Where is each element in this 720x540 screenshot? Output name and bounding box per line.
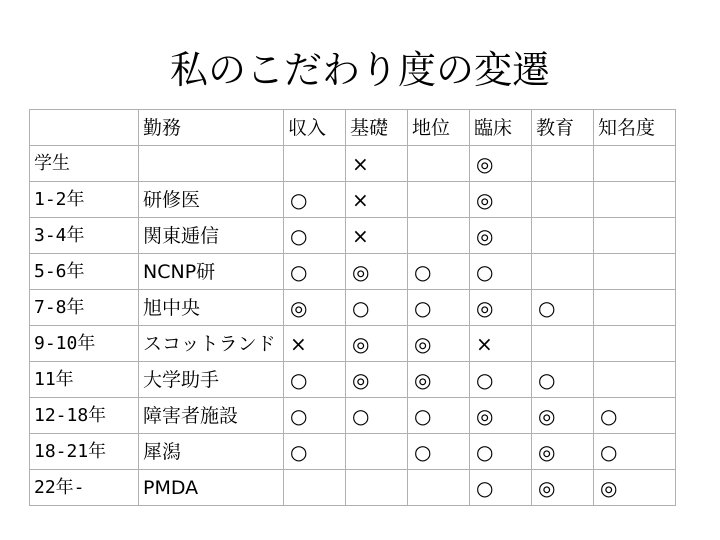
rating-cell: ○ [470,434,532,470]
rating-cell: ○ [470,254,532,290]
header-blank [30,110,139,146]
workplace-cell: 大学助手 [139,362,284,398]
period-cell: 18-21年 [30,434,139,470]
rating-cell: ◎ [470,146,532,182]
period-cell: 5-6年 [30,254,139,290]
rating-cell [532,326,594,362]
rating-cell: ○ [284,254,346,290]
rating-cell: × [346,146,408,182]
rating-cell: ○ [346,398,408,434]
header-basic: 基礎 [346,110,408,146]
table-row [30,398,676,434]
rating-cell: ○ [408,254,470,290]
page-title: 私のこだわり度の変遷 [169,48,550,92]
rating-cell: ○ [284,218,346,254]
rating-cell [408,146,470,182]
rating-cell [346,470,408,506]
rating-cell: ◎ [470,218,532,254]
rating-cell [284,470,346,506]
rating-cell [594,182,676,218]
rating-cell [594,254,676,290]
table-row [30,434,676,470]
rating-cell: × [346,182,408,218]
rating-cell: × [470,326,532,362]
rating-cell [532,146,594,182]
rating-cell: × [284,326,346,362]
rating-cell: ○ [284,182,346,218]
rating-cell: ○ [594,434,676,470]
rating-cell: ○ [408,434,470,470]
period-cell: 3-4年 [30,218,139,254]
period-cell: 学生 [30,146,139,182]
header-fame: 知名度 [594,110,676,146]
period-cell: 9-10年 [30,326,139,362]
period-cell: 11年 [30,362,139,398]
header-income: 収入 [284,110,346,146]
table-row [30,326,676,362]
rating-cell: ◎ [284,290,346,326]
period-cell: 1-2年 [30,182,139,218]
header-status: 地位 [408,110,470,146]
rating-cell: ◎ [470,398,532,434]
rating-cell: ◎ [470,290,532,326]
rating-cell: ◎ [594,470,676,506]
rating-cell [284,146,346,182]
table-row [30,362,676,398]
rating-cell: ○ [284,398,346,434]
rating-cell [532,182,594,218]
rating-cell [594,362,676,398]
table-row [30,290,676,326]
table-row [30,218,676,254]
table-row [30,182,676,218]
rating-cell [532,254,594,290]
period-cell: 7-8年 [30,290,139,326]
workplace-cell: スコットランド [139,326,284,362]
workplace-cell: PMDA [139,470,284,506]
workplace-cell: 旭中央 [139,290,284,326]
table-row [30,254,676,290]
table-row [30,146,676,182]
rating-cell: ○ [284,362,346,398]
rating-cell [594,290,676,326]
career-table [29,109,676,506]
period-cell: 22年- [30,470,139,506]
rating-cell: × [346,218,408,254]
rating-cell [532,218,594,254]
header-education: 教育 [532,110,594,146]
workplace-cell: 障害者施設 [139,398,284,434]
rating-cell: ○ [408,290,470,326]
header-clinical: 臨床 [470,110,532,146]
table-row [30,470,676,506]
workplace-cell [139,146,284,182]
rating-cell: ○ [470,470,532,506]
rating-cell: ◎ [346,254,408,290]
rating-cell: ◎ [408,326,470,362]
rating-cell: ○ [408,398,470,434]
rating-cell: ○ [532,362,594,398]
workplace-cell: 犀潟 [139,434,284,470]
rating-cell: ○ [532,290,594,326]
rating-cell: ○ [346,290,408,326]
rating-cell: ◎ [532,434,594,470]
rating-cell: ◎ [532,398,594,434]
rating-cell: ◎ [470,182,532,218]
rating-cell: ○ [594,398,676,434]
rating-cell: ○ [284,434,346,470]
rating-cell [408,470,470,506]
rating-cell: ◎ [346,362,408,398]
rating-cell: ○ [470,362,532,398]
rating-cell: ◎ [408,362,470,398]
workplace-cell: NCNP研 [139,254,284,290]
rating-cell: ◎ [346,326,408,362]
workplace-cell: 関東逓信 [139,218,284,254]
rating-cell [594,326,676,362]
header-row [30,110,676,146]
header-work: 勤務 [139,110,284,146]
workplace-cell: 研修医 [139,182,284,218]
rating-cell [594,218,676,254]
period-cell: 12-18年 [30,398,139,434]
rating-cell [594,146,676,182]
rating-cell [346,434,408,470]
rating-cell [408,182,470,218]
rating-cell [408,218,470,254]
rating-cell: ◎ [532,470,594,506]
